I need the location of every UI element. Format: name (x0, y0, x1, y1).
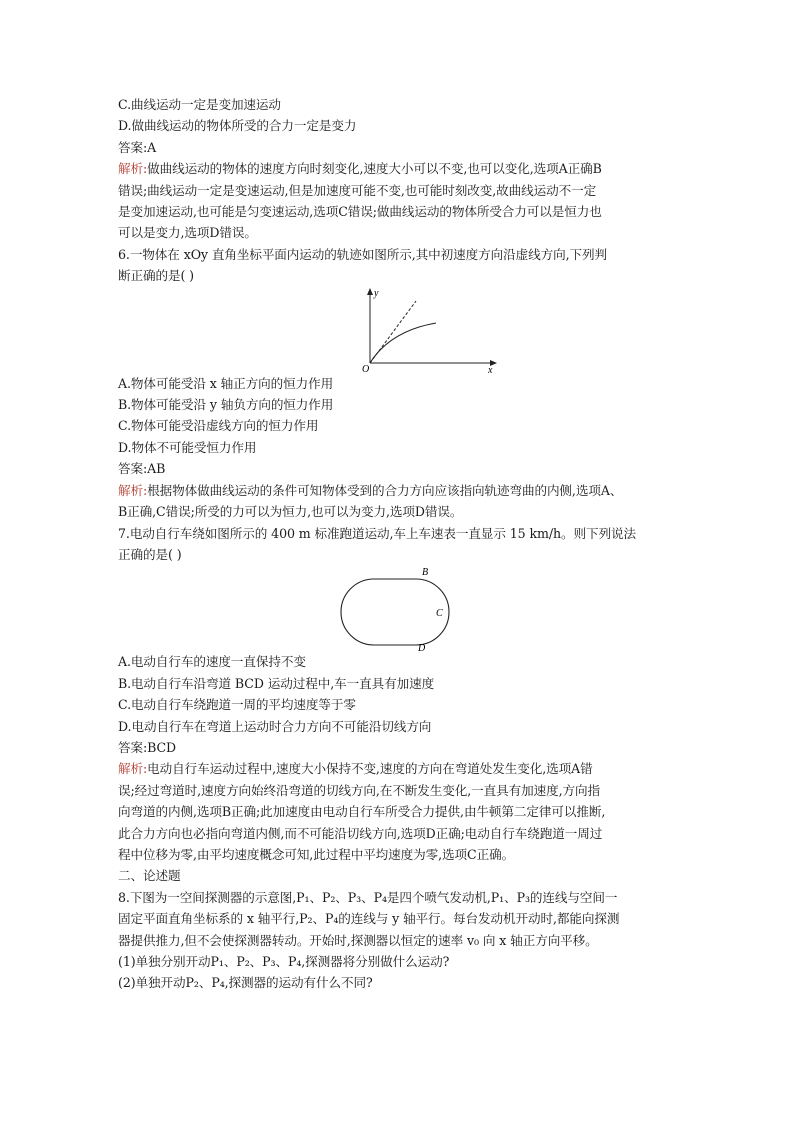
q7-explanation-line: 向弯道的内侧,选项B正确;此加速度由电动自行车所受合力提供,由牛顿第二定律可以推断, (118, 804, 606, 820)
y-axis-label: y (374, 287, 379, 299)
explanation-label: 解析: (118, 482, 148, 498)
trajectory-curve (370, 323, 436, 363)
q5-explanation-line: 是变加速运动,也可能是匀变速运动,选项C错误;做曲线运动的物体所受合力可以是恒力也 (118, 204, 602, 220)
q7-stem: 7.电动自行车绕如图所示的 400 m 标准跑道运动,车上车速表一直显示 15 km/h。则下列说法 (118, 525, 636, 541)
q6-stem: 断正确的是( ) (118, 268, 194, 284)
q6-option-c: C.物体可能受沿虚线方向的恒力作用 (118, 418, 319, 434)
q5-explanation-line: 可以是变力,选项D错误。 (118, 225, 257, 241)
xy-graph (356, 287, 506, 373)
q6-stem: 6.一物体在 xOy 直角坐标平面内运动的轨迹如图所示,其中初速度方向沿虚线方向,下列判 (118, 246, 607, 262)
origin-label: O (362, 363, 370, 373)
q7-explanation-line (118, 758, 678, 779)
q6-option-d: D.物体不可能受恒力作用 (118, 439, 257, 455)
explanation-text: 做曲线运动的物体的速度方向时刻变化,速度大小可以不变,也可以变化,选项A正确B (147, 161, 602, 177)
x-axis-label: x (488, 364, 493, 373)
q7-track-figure (118, 565, 678, 651)
q8-subquestion-2: (2)单独开动P₂、P₄,探测器的运动有什么不同? (118, 975, 373, 991)
point-d-label: D (418, 643, 426, 652)
running-track (332, 565, 462, 651)
section-heading: 二、论述题 (118, 868, 181, 884)
q7-option-a: A.电动自行车的速度一直保持不变 (118, 654, 306, 670)
q7-explanation-line: 此合力方向也必指向弯道内侧,而不可能沿切线方向,选项D正确;电动自行车绕跑道一周过 (118, 825, 603, 841)
q5-explanation-line (118, 158, 678, 179)
q8-stem: 8.下图为一空间探测器的示意图,P₁、P₂、P₃、P₄是四个喷气发动机,P₁、P₃的连线与空间一 (118, 889, 618, 905)
q5-explanation-line: 错误;曲线运动一定是变速运动,但是加速度可能不变,也可能时刻改变,故曲线运动不一定 (118, 182, 597, 198)
q6-trajectory-figure (118, 287, 678, 373)
q7-answer: 答案:BCD (118, 739, 177, 755)
q8-subquestion-1: (1)单独分别开动P₁、P₂、P₃、P₄,探测器将分别做什么运动? (118, 954, 450, 969)
q5-option-d: D.做曲线运动的物体所受的合力一定是变力 (118, 118, 357, 134)
explanation-text: 根据物体做曲线运动的条件可知物体受到的合力方向应该指向轨迹弯曲的内侧,选项A、 (147, 482, 623, 498)
q5-answer: 答案:A (118, 139, 157, 155)
q6-option-b: B.物体可能受沿 y 轴负方向的恒力作用 (118, 397, 334, 413)
explanation-label: 解析: (118, 761, 148, 777)
explanation-text: 电动自行车运动过程中,速度大小保持不变,速度的方向在弯道处发生变化,选项A错 (147, 761, 593, 777)
track-outline (341, 579, 449, 645)
y-axis-arrow (367, 288, 373, 295)
q7-stem: 正确的是( ) (118, 546, 182, 562)
q7-explanation-line: 程中位移为零,由平均速度概念可知,此过程中平均速度为零,选项C正确。 (118, 846, 515, 862)
q7-option-c: C.电动自行车绕跑道一周的平均速度等于零 (118, 697, 356, 713)
point-c-label: C (436, 608, 443, 620)
q6-option-a: A.物体可能受沿 x 轴正方向的恒力作用 (118, 375, 334, 391)
q7-explanation-line: 误;经过弯道时,速度方向始终沿弯道的切线方向,在不断发生变化,一直具有加速度,方向指 (118, 782, 601, 798)
q7-option-d: D.电动自行车在弯道上运动时合力方向不可能沿切线方向 (118, 718, 432, 734)
q8-stem: 器提供推力,但不会使探测器转动。开始时,探测器以恒定的速率 v₀ 向 x 轴正方向平移。 (118, 932, 598, 948)
q8-stem: 固定平面直角坐标系的 x 轴平行,P₂、P₄的连线与 y 轴平行。每台发动机开动时,都能向探测 (118, 911, 620, 927)
q6-explanation-line (118, 480, 678, 501)
q5-option-c: C.曲线运动一定是变加速运动 (118, 97, 281, 112)
page-content (118, 94, 678, 994)
q7-option-b: B.电动自行车沿弯道 BCD 运动过程中,车一直具有加速度 (118, 675, 435, 691)
explanation-label: 解析: (118, 161, 148, 177)
q6-answer: 答案:AB (118, 461, 166, 477)
point-b-label: B (422, 567, 429, 579)
q6-explanation-line: B正确,C错误;所受的力可以为恒力,也可以为变力,选项D错误。 (118, 504, 463, 520)
